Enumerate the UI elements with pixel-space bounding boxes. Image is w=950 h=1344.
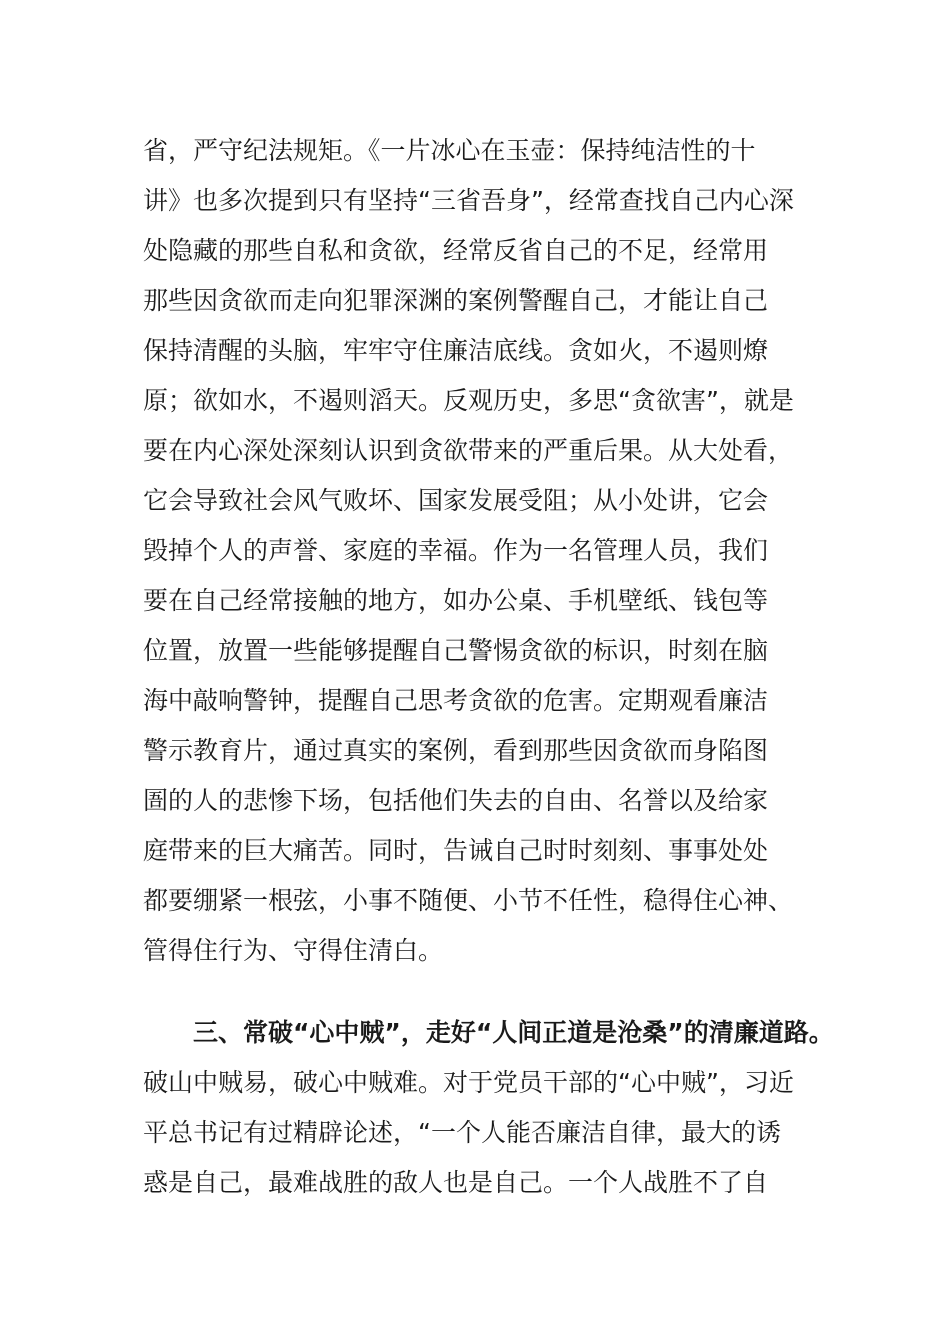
paragraph-line: 要在内心深处深刻认识到贪欲带来的严重后果。从大处看， [143,436,794,465]
paragraph-line: 毁掉个人的声誉、家庭的幸福。作为一名管理人员，我们 [143,536,769,565]
paragraph-1 [143,126,813,976]
paragraph-line: 惑是自己，最难战胜的敌人也是自己。一个人战胜不了自 [143,1168,769,1197]
paragraph-line: 都要绷紧一根弦，小事不随便、小节不任性，稳得住心神、 [143,886,794,915]
section-heading: 三、常破“心中贼”，走好“人间正道是沧桑”的清廉道路。 [193,1018,834,1047]
paragraph-line: 省，严守纪法规矩。《一片冰心在玉壶：保持纯洁性的十 [143,136,756,165]
paragraph-line: 它会导致社会风气败坏、国家发展受阻；从小处讲，它会 [143,486,769,515]
paragraph-line: 圄的人的悲惨下场，包括他们失去的自由、名誉以及给家 [143,786,769,815]
paragraph-line: 处隐藏的那些自私和贪欲，经常反省自己的不足，经常用 [143,236,769,265]
paragraph-line: 管得住行为、守得住清白。 [143,936,444,965]
paragraph-line: 位置，放置一些能够提醒自己警惕贪欲的标识，时刻在脑 [143,636,769,665]
paragraph-line: 原；欲如水，不遏则滔天。反观历史，多思“贪欲害”，就是 [143,386,794,415]
paragraph-line: 破山中贼易，破心中贼难。对于党员干部的“心中贼”，习近 [143,1068,794,1097]
paragraph-line: 保持清醒的头脑，牢牢守住廉洁底线。贪如火，不遏则燎 [143,336,769,365]
paragraph-line: 海中敲响警钟，提醒自己思考贪欲的危害。定期观看廉洁 [143,686,769,715]
paragraph-line: 庭带来的巨大痛苦。同时，告诫自己时时刻刻、事事处处 [143,836,769,865]
paragraph-line: 那些因贪欲而走向犯罪深渊的案例警醒自己，才能让自己 [143,286,769,315]
paragraph-line: 警示教育片，通过真实的案例，看到那些因贪欲而身陷图 [143,736,769,765]
paragraph-line: 讲》也多次提到只有坚持“三省吾身”，经常查找自己内心深 [143,186,794,215]
section-3 [143,1008,834,1208]
paragraph-line: 平总书记有过精辟论述，“一个人能否廉洁自律，最大的诱 [143,1118,781,1147]
paragraph-line: 要在自己经常接触的地方，如办公桌、手机壁纸、钱包等 [143,586,769,615]
